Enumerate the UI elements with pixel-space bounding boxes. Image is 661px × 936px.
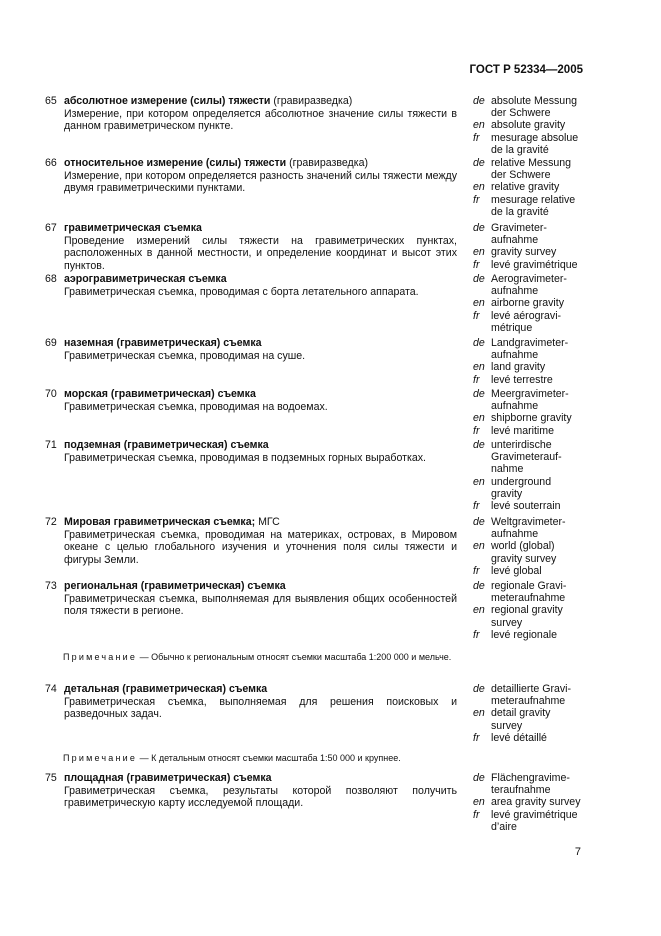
language-code: fr xyxy=(473,373,480,386)
translation-text: land gravity xyxy=(491,361,546,374)
term-entry xyxy=(45,222,457,272)
translation-row xyxy=(473,720,613,732)
translation-text: teraufnahme xyxy=(491,784,551,797)
language-code: fr xyxy=(473,424,480,437)
translation-text: levé global xyxy=(491,564,542,577)
term-entry xyxy=(45,337,457,362)
term-definition: Измерение, при котором определяется абсолютное значение силы тяжести в данном гравиметрическом пункте. xyxy=(64,107,457,133)
term-number: 72 xyxy=(45,516,57,528)
language-code: fr xyxy=(473,131,480,144)
term-title: относительное измерение (силы) тяжести xyxy=(64,157,287,169)
translation-row xyxy=(473,592,613,604)
translation-text: detail gravity xyxy=(491,707,551,720)
translation-text: regionale Gravi- xyxy=(491,580,567,592)
translation-row xyxy=(473,683,613,695)
term-title: гравиметрическая съемка xyxy=(64,222,202,234)
term-definition: Гравиметрическая съемка, проводимая на суше. xyxy=(64,349,306,362)
translation-row xyxy=(473,439,613,451)
translations xyxy=(473,157,613,218)
term-definition: Гравиметрическая съемка, результаты которой позволяют получить гравиметрическую карту исследуемой площади. xyxy=(64,784,457,810)
translation-row xyxy=(473,412,613,424)
note-text: — Обычно к региональным относят съемки масштаба 1:200 000 и мельче. xyxy=(137,652,452,662)
translation-row xyxy=(473,553,613,565)
translation-row xyxy=(473,580,613,592)
translation-row xyxy=(473,273,613,285)
translation-row xyxy=(473,322,613,334)
translation-row xyxy=(473,132,613,144)
translation-text: shipborne gravity xyxy=(491,412,572,425)
translation-row xyxy=(473,695,613,707)
translation-row xyxy=(473,809,613,821)
language-code: en xyxy=(473,361,485,374)
translation-row xyxy=(473,707,613,719)
term-title: абсолютное измерение (силы) тяжести xyxy=(64,95,271,107)
translation-row xyxy=(473,194,613,206)
translation-text: detaillierte Gravi- xyxy=(491,683,572,695)
language-code: de xyxy=(473,388,485,400)
term-line xyxy=(45,337,457,350)
language-code xyxy=(473,488,491,500)
term-line xyxy=(45,157,457,170)
translation-text: levé maritime xyxy=(491,424,554,437)
translations xyxy=(473,388,613,437)
translation-row xyxy=(473,772,613,784)
translation-row xyxy=(473,349,613,361)
translations xyxy=(473,439,613,512)
translations xyxy=(473,222,613,271)
term-title: аэрогравиметрическая съемка xyxy=(64,273,227,285)
term-qualifier: (гравиразведка) xyxy=(286,157,369,169)
translation-text: de la gravité xyxy=(491,143,549,156)
language-code xyxy=(473,285,491,297)
translation-row xyxy=(473,516,613,528)
language-code: de xyxy=(473,95,485,107)
translations xyxy=(473,516,613,577)
term-title: Мировая гравиметрическая съемка; xyxy=(64,516,256,528)
translation-row xyxy=(473,540,613,552)
term-entry xyxy=(45,95,457,133)
term-definition: Гравиметрическая съемка, проводимая с борта летательного аппарата. xyxy=(64,285,419,298)
translation-row xyxy=(473,500,613,512)
translation-row xyxy=(473,222,613,234)
translation-text: levé détaillé xyxy=(491,731,547,744)
language-code xyxy=(473,463,491,475)
translations xyxy=(473,580,613,641)
term-number: 73 xyxy=(45,580,57,592)
language-code xyxy=(473,784,491,796)
translation-row xyxy=(473,157,613,169)
translation-row xyxy=(473,310,613,322)
language-code xyxy=(473,169,491,181)
translation-row xyxy=(473,144,613,156)
term-line xyxy=(45,222,457,235)
language-code xyxy=(473,234,491,246)
language-code xyxy=(473,821,491,833)
translation-text: aufnahme xyxy=(491,349,539,362)
translation-row xyxy=(473,388,613,400)
translations xyxy=(473,337,613,386)
translation-text: der Schwere xyxy=(491,169,551,182)
term-entry xyxy=(45,439,457,464)
translation-text: mesurage absolue xyxy=(491,131,579,144)
translation-text: Flächengravime- xyxy=(491,772,570,784)
translation-text: gravity xyxy=(491,487,523,500)
language-code: en xyxy=(473,181,485,194)
translation-row xyxy=(473,259,613,271)
language-code: en xyxy=(473,475,485,488)
term-number: 75 xyxy=(45,772,57,784)
translation-text: meteraufnahme xyxy=(491,592,566,605)
translation-row xyxy=(473,565,613,577)
translation-text: gravity survey xyxy=(491,246,557,259)
translation-text: Gravimeterauf- xyxy=(491,451,562,464)
translation-row xyxy=(473,119,613,131)
term-title: детальная (гравиметрическая) съемка xyxy=(64,683,268,695)
translations xyxy=(473,772,613,833)
page-number: 7 xyxy=(574,846,581,858)
translation-row xyxy=(473,821,613,833)
language-code: en xyxy=(473,540,485,553)
term-number: 65 xyxy=(45,95,57,107)
term-title: морская (гравиметрическая) съемка xyxy=(64,388,256,400)
translation-text: aufnahme xyxy=(491,234,539,247)
language-code: fr xyxy=(473,808,480,821)
language-code: de xyxy=(473,683,485,695)
language-code xyxy=(473,592,491,604)
language-code xyxy=(473,617,491,629)
language-code xyxy=(473,322,491,334)
term-definition: Гравиметрическая съемка, выполняемая для выявления общих особенностей поля тяжести в регионе. xyxy=(64,592,457,618)
translation-text: absolute Messung xyxy=(491,95,577,107)
translation-text: area gravity survey xyxy=(491,796,581,809)
translation-row xyxy=(473,604,613,616)
term-entry xyxy=(45,388,457,413)
language-code: de xyxy=(473,516,485,528)
translation-row xyxy=(473,629,613,641)
translation-row xyxy=(473,234,613,246)
translation-text: de la gravité xyxy=(491,205,549,218)
language-code: de xyxy=(473,337,485,349)
translation-text: relative Messung xyxy=(491,157,572,169)
translation-row xyxy=(473,796,613,808)
language-code xyxy=(473,451,491,463)
note xyxy=(63,753,458,765)
translation-text: Gravimeter- xyxy=(491,222,547,234)
language-code xyxy=(473,553,491,565)
document-header: ГОСТ Р 52334—2005 xyxy=(469,64,583,76)
language-code: en xyxy=(473,246,485,259)
note-text: — К детальным относят съемки масштаба 1:50 000 и крупнее. xyxy=(137,753,401,763)
term-number: 67 xyxy=(45,222,57,234)
translation-row xyxy=(473,617,613,629)
language-code xyxy=(473,528,491,540)
term-entry xyxy=(45,157,457,195)
translation-text: absolute gravity xyxy=(491,119,566,132)
language-code xyxy=(473,107,491,119)
translation-text: survey xyxy=(491,616,523,629)
language-code: fr xyxy=(473,731,480,744)
translation-row xyxy=(473,732,613,744)
term-line xyxy=(45,772,457,785)
language-code: en xyxy=(473,119,485,132)
translation-row xyxy=(473,528,613,540)
language-code: de xyxy=(473,222,485,234)
term-number: 71 xyxy=(45,439,57,451)
translation-row xyxy=(473,476,613,488)
translation-row xyxy=(473,337,613,349)
note-label: Примечание xyxy=(63,753,138,763)
language-code: en xyxy=(473,604,485,617)
term-definition: Гравиметрическая съемка, проводимая на материках, островах, в Мировом океане с целью глобального изучения и уточнения поля силы тяжести и фигуры Земли. xyxy=(64,528,457,566)
translation-text: Landgravimeter- xyxy=(491,337,569,349)
language-code: en xyxy=(473,796,485,809)
translation-row xyxy=(473,297,613,309)
term-definition: Измерение, при котором определяется разность значений силы тяжести между двумя гравиметрическими пунктами. xyxy=(64,169,458,195)
term-definition: Гравиметрическая съемка, проводимая на водоемах. xyxy=(64,400,328,413)
translation-text: levé regionale xyxy=(491,628,557,641)
translation-text: regional gravity xyxy=(491,604,563,617)
translation-text: airborne gravity xyxy=(491,297,565,310)
term-line xyxy=(45,439,457,452)
translation-text: aufnahme xyxy=(491,285,539,298)
term-title: площадная (гравиметрическая) съемка xyxy=(64,772,272,784)
translation-text: mesurage relative xyxy=(491,193,576,206)
translation-row xyxy=(473,463,613,475)
language-code: en xyxy=(473,412,485,425)
translation-row xyxy=(473,488,613,500)
translation-text: world (global) xyxy=(491,540,555,553)
translations xyxy=(473,273,613,334)
language-code: de xyxy=(473,772,485,784)
translation-text: levé gravimétrique xyxy=(491,808,578,821)
translation-row xyxy=(473,374,613,386)
term-number: 66 xyxy=(45,157,57,169)
language-code xyxy=(473,144,491,156)
translation-text: aufnahme xyxy=(491,400,539,413)
term-entry xyxy=(45,516,457,566)
translation-text: levé souterrain xyxy=(491,500,561,513)
translation-row xyxy=(473,784,613,796)
translation-row xyxy=(473,181,613,193)
term-title: региональная (гравиметрическая) съемка xyxy=(64,580,286,592)
term-definition: Гравиметрическая съемка, проводимая в подземных горных выработках. xyxy=(64,451,426,464)
translation-text: relative gravity xyxy=(491,181,560,194)
translation-text: survey xyxy=(491,719,523,732)
language-code: fr xyxy=(473,258,480,271)
term-entry xyxy=(45,772,457,810)
language-code xyxy=(473,720,491,732)
term-line xyxy=(45,388,457,401)
translation-text: d’aire xyxy=(491,820,517,833)
translation-row xyxy=(473,169,613,181)
translation-text: Weltgravimeter- xyxy=(491,516,566,528)
language-code: fr xyxy=(473,564,480,577)
translation-row xyxy=(473,246,613,258)
language-code: en xyxy=(473,707,485,720)
term-definition: Гравиметрическая съемка, выполняемая для решения поисковых и разведочных задач. xyxy=(64,695,457,721)
translation-text: unterirdische xyxy=(491,439,552,451)
translation-text: nahme xyxy=(491,463,524,476)
translation-text: aufnahme xyxy=(491,528,539,541)
language-code xyxy=(473,400,491,412)
translation-row xyxy=(473,400,613,412)
language-code: de xyxy=(473,580,485,592)
translation-row xyxy=(473,95,613,107)
translation-text: gravity survey xyxy=(491,552,557,565)
term-entry xyxy=(45,273,457,298)
translation-text: meteraufnahme xyxy=(491,695,566,708)
term-entry xyxy=(45,683,457,721)
term-title: наземная (гравиметрическая) съемка xyxy=(64,337,262,349)
language-code xyxy=(473,206,491,218)
term-number: 70 xyxy=(45,388,57,400)
language-code: fr xyxy=(473,500,480,513)
language-code: en xyxy=(473,297,485,310)
term-line xyxy=(45,273,457,286)
term-number: 69 xyxy=(45,337,57,349)
language-code: fr xyxy=(473,309,480,322)
term-line xyxy=(45,516,457,529)
translation-text: levé terrestre xyxy=(491,373,553,386)
translation-text: der Schwere xyxy=(491,107,551,120)
translation-text: levé aérogravi- xyxy=(491,309,562,322)
translation-row xyxy=(473,361,613,373)
term-qualifier: МГС xyxy=(255,516,280,528)
translations xyxy=(473,95,613,156)
language-code: de xyxy=(473,439,485,451)
term-line xyxy=(45,580,457,593)
translation-text: underground xyxy=(491,475,552,488)
term-line xyxy=(45,683,457,696)
translation-row xyxy=(473,425,613,437)
term-line xyxy=(45,95,457,108)
translation-row xyxy=(473,206,613,218)
term-number: 74 xyxy=(45,683,57,695)
language-code: fr xyxy=(473,628,480,641)
note xyxy=(63,652,458,664)
language-code: de xyxy=(473,157,485,169)
translation-text: Meergravimeter- xyxy=(491,388,569,400)
language-code xyxy=(473,695,491,707)
translation-text: métrique xyxy=(491,321,533,334)
note-label: Примечание xyxy=(63,652,138,662)
translations xyxy=(473,683,613,744)
translation-row xyxy=(473,285,613,297)
translation-row xyxy=(473,107,613,119)
language-code: fr xyxy=(473,193,480,206)
translation-text: levé gravimétrique xyxy=(491,258,578,271)
term-number: 68 xyxy=(45,273,57,285)
term-definition: Проведение измерений силы тяжести на гравиметрических пунктах, расположенных в данной местности, и определение координат и высот этих пунктов. xyxy=(64,234,457,272)
term-entry xyxy=(45,580,457,618)
language-code: de xyxy=(473,273,485,285)
term-qualifier: (гравиразведка) xyxy=(270,95,353,107)
translation-row xyxy=(473,451,613,463)
language-code xyxy=(473,349,491,361)
term-title: подземная (гравиметрическая) съемка xyxy=(64,439,269,451)
translation-text: Aerogravimeter- xyxy=(491,273,567,285)
